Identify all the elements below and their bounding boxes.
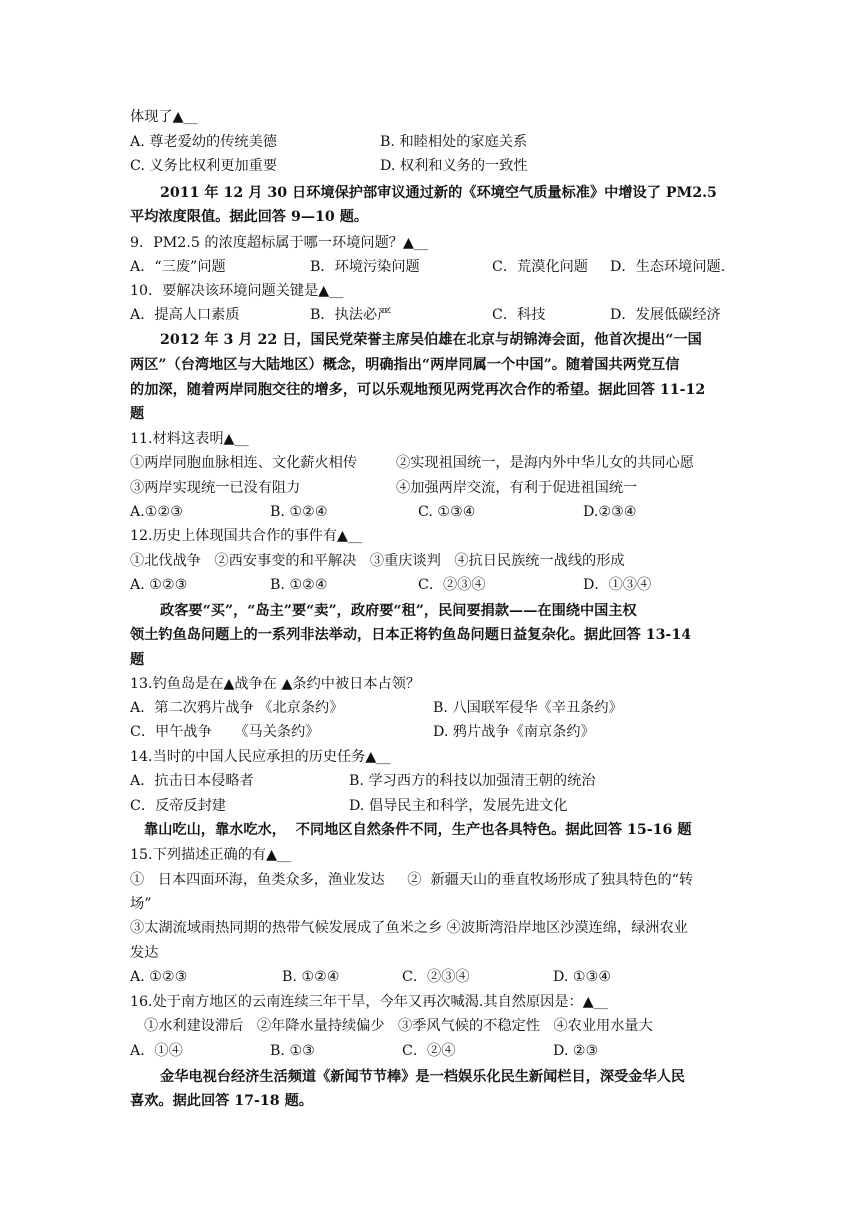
question-9: 9．PM2.5 的浓度超标属于哪一环境问题？▲__ — [130, 235, 429, 251]
option-a: A．提高人口素质 — [130, 307, 240, 323]
option-b: B．环境污染问题 — [310, 259, 420, 275]
material-paragraph: 2011 年 12 月 30 日环境保护部审议通过新的《环境空气质量标准》中增设了 PM2.5 — [160, 185, 717, 201]
option-b: B. ①②④ — [270, 577, 328, 593]
option-a: A.①②③ — [130, 504, 183, 520]
option-a: A. ①②③ — [130, 577, 188, 593]
option-d: D. 倡导民主和科学，发展先进文化 — [349, 798, 568, 814]
option-b: B. ①③ — [270, 1043, 315, 1059]
option-d: D. 鸦片战争《南京条约》 — [433, 724, 595, 740]
material-paragraph: 靠山吃山，靠水吃水， 不同地区自然条件不同，生产也各具特色。据此回答 15-16 题 — [144, 822, 692, 838]
question-16: 16.处于南方地区的云南连续三年干旱，今年又再次喊渴.其自然原因是：▲__ — [130, 994, 608, 1010]
option-a: A．抗击日本侵略者 — [130, 773, 254, 789]
option-c: C. ①③④ — [418, 504, 476, 520]
option-d: D.②③④ — [583, 504, 637, 520]
question-14: 14.当时的中国人民应承担的历史任务▲__ — [130, 749, 391, 765]
question-10: 10．要解决该环境问题关键是▲__ — [130, 283, 344, 299]
option-c: C. 义务比权利更加重要 — [130, 158, 278, 174]
option-d: D．发展低碳经济 — [610, 307, 721, 323]
material-paragraph: 题 — [130, 652, 145, 668]
statement-item: ① 日本四面环海，鱼类众多，渔业发达 ② 新疆天山的垂直牧场形成了独具特色的“转 — [130, 872, 694, 888]
question-15: 15.下列描述正确的有▲__ — [130, 847, 292, 863]
statement-item: ③太湖流域雨热同期的热带气候发展成了鱼米之乡 ④波斯湾沿岸地区沙漠连绵，绿洲农业 — [130, 920, 688, 936]
option-a: A．①④ — [130, 1043, 183, 1059]
option-d: D. ①③④ — [553, 969, 612, 985]
option-c: C．科技 — [492, 307, 546, 323]
option-d: D．①③④ — [583, 577, 652, 593]
option-c: C．②③④ — [402, 969, 470, 985]
option-b: B. 八国联军侵华《辛丑条约》 — [433, 700, 623, 716]
material-paragraph: 政客要“买”，“岛主”要“卖”，政府要“租”，民间要捐款——在围绕中国主权 — [160, 603, 637, 619]
statement-item: ③两岸实现统一已没有阻力 — [130, 480, 301, 496]
option-c: C．反帝反封建 — [130, 798, 226, 814]
material-paragraph: 领土钓鱼岛问题上的一系列非法举动，日本正将钓鱼岛问题日益复杂化。据此回答 13-14 — [130, 627, 692, 643]
material-paragraph: 两区”（台湾地区与大陆地区）概念，明确指出“两岸同属一个中国”。随着国共两党互信 — [130, 357, 680, 373]
statement-item: ①水利建设滞后 ②年降水量持续偏少 ③季风气候的不稳定性 ④农业用水量大 — [144, 1018, 653, 1034]
material-paragraph: 金华电视台经济生活频道《新闻节节棒》是一档娱乐化民生新闻栏目，深受金华人民 — [160, 1069, 685, 1085]
material-paragraph: 2012 年 3 月 22 日，国民党荣誉主席吴伯雄在北京与胡锦涛会面，他首次提出“一国 — [160, 332, 702, 348]
option-c: C．②④ — [402, 1043, 456, 1059]
option-b: B. 和睦相处的家庭关系 — [380, 134, 528, 150]
option-c: C．荒漠化问题 — [492, 259, 588, 275]
material-paragraph: 喜欢。据此回答 17-18 题。 — [130, 1093, 313, 1109]
option-d: D. 权利和义务的一致性 — [380, 158, 528, 174]
option-c: C．②③④ — [418, 577, 486, 593]
option-d: D. ②③ — [553, 1043, 599, 1059]
question-12: 12.历史上体现国共合作的事件有▲__ — [130, 528, 363, 544]
option-a: A．“三废”问题 — [130, 259, 226, 275]
option-c: C．甲午战争 《马关条约》 — [130, 724, 320, 740]
option-a: A. 尊老爱幼的传统美德 — [130, 134, 277, 150]
statement-item: 发达 — [130, 945, 159, 961]
statement-item: ②实现祖国统一，是海内外中华儿女的共同心愿 — [396, 455, 694, 471]
statement-item: ④加强两岸交流，有利于促进祖国统一 — [396, 480, 638, 496]
option-d: D．生态环境问题. — [610, 259, 726, 275]
option-a: A．第二次鸦片战争 《北京条约》 — [130, 700, 344, 716]
option-b: B. ①②④ — [282, 969, 340, 985]
option-a: A. ①②③ — [130, 969, 188, 985]
option-b: B. 学习西方的科技以加强清王朝的统治 — [349, 773, 596, 789]
statement-item: ①两岸同胞血脉相连、文化薪火相传 — [130, 455, 358, 471]
material-paragraph: 平均浓度限值。据此回答 9—10 题。 — [130, 209, 369, 225]
question-11: 11.材料这表明▲__ — [130, 431, 249, 447]
material-paragraph: 的加深，随着两岸同胞交往的增多，可以乐观地预见两党再次合作的希望。据此回答 11-12 — [130, 382, 706, 398]
statement-item: ①北伐战争 ②西安事变的和平解决 ③重庆谈判 ④抗日民族统一战线的形成 — [130, 553, 625, 569]
material-paragraph: 题 — [130, 406, 145, 422]
option-b: B．执法必严 — [310, 307, 392, 323]
option-b: B. ①②④ — [270, 504, 328, 520]
statement-item: 场” — [130, 896, 152, 912]
question-stem: 体现了▲__ — [130, 109, 198, 125]
question-13: 13.钓鱼岛是在▲战争在 ▲条约中被日本占领？ — [130, 676, 421, 692]
